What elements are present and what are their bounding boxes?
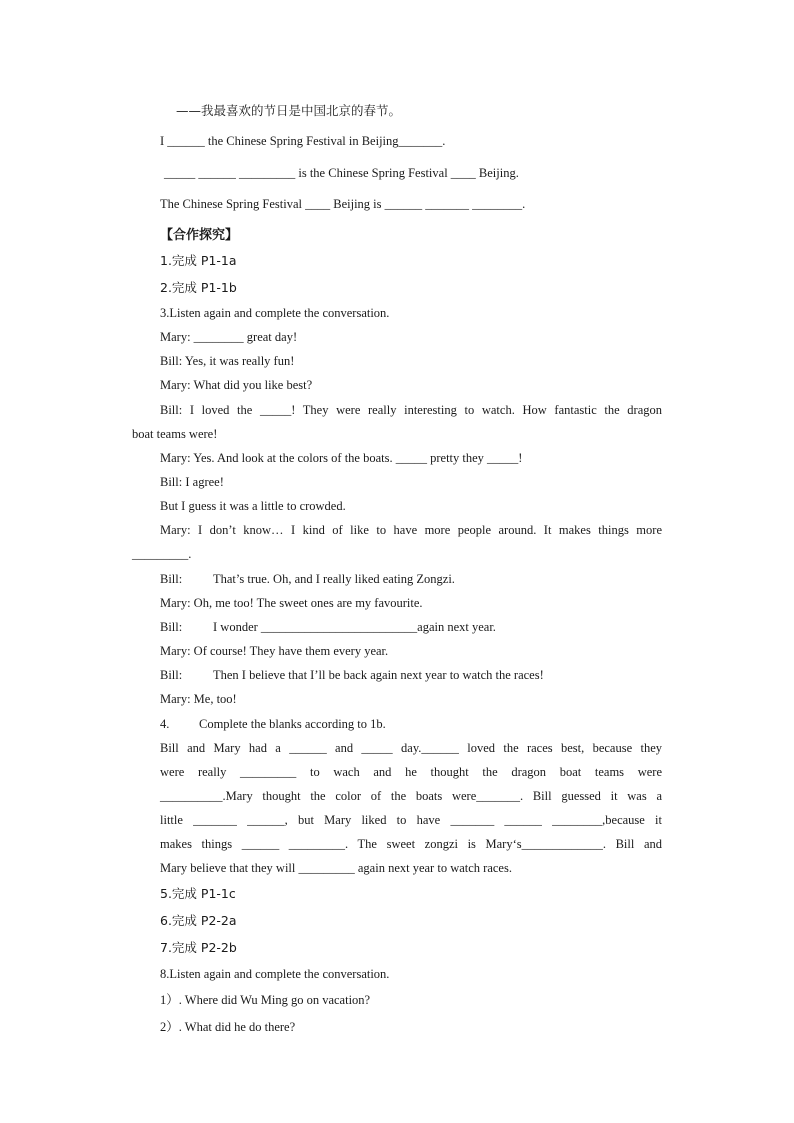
fill-sentence-1: I ______ the Chinese Spring Festival in Beijing_______. — [160, 134, 446, 148]
task-1: 1.完成 P1-1a — [160, 253, 237, 268]
task-number: 4. — [160, 717, 170, 731]
paragraph-line: __________.Mary thought the color of the boats were_______. Bill guessed it was a — [160, 789, 662, 803]
task-2: 2.完成 P1-1b — [160, 280, 237, 295]
conversation-line: Bill: I loved the _____! They were really interesting to watch. How fantastic the dragon — [160, 403, 662, 417]
conversation-line: Bill: Yes, it was really fun! — [160, 354, 295, 368]
conversation-line: But I guess it was a little to crowded. — [160, 499, 346, 513]
speaker-label: Bill: — [160, 572, 183, 586]
conversation-line: Mary: ________ great day! — [160, 330, 298, 344]
conversation-line: Mary: I don’t know… I kind of like to have more people around. It makes things more — [160, 523, 662, 537]
conversation-line-continued: boat teams were! — [132, 427, 218, 441]
paragraph-line: little _______ ______, but Mary liked to have _______ ______ ________,because it — [160, 813, 662, 827]
paragraph-line: were really _________ to wach and he thought the dragon boat teams were — [160, 765, 662, 779]
conversation-line: Bill: I agree! — [160, 475, 224, 489]
section-heading: 【合作探究】 — [160, 228, 239, 243]
conversation-line — [160, 619, 496, 635]
task-7: 7.完成 P2-2b — [160, 940, 237, 955]
conversation-line: Mary: What did you like best? — [160, 378, 313, 392]
conversation-line: Mary: Me, too! — [160, 692, 237, 706]
paragraph-line: Mary believe that they will _________ again next year to watch races. — [160, 861, 512, 875]
paragraph-line: Bill and Mary had a ______ and _____ day.______ loved the races best, because they — [160, 741, 662, 755]
task-4 — [160, 716, 386, 732]
utterance: Then I believe that I’ll be back again next year to watch the races! — [213, 668, 544, 682]
question-2: 2）. What did he do there? — [160, 1020, 296, 1034]
conversation-line — [160, 571, 455, 587]
conversation-line — [160, 667, 544, 683]
paragraph-line: makes things ______ _________. The sweet zongzi is Mary‘s_____________. Bill and — [160, 837, 662, 851]
question-1: 1）. Where did Wu Ming go on vacation? — [160, 993, 371, 1007]
speaker-label: Bill: — [160, 668, 183, 682]
utterance: That’s true. Oh, and I really liked eating Zongzi. — [213, 572, 455, 586]
speaker-label: Bill: — [160, 620, 183, 634]
fill-sentence-2: _____ ______ _________ is the Chinese Spring Festival ____ Beijing. — [164, 166, 519, 180]
conversation-line: Mary: Of course! They have them every year. — [160, 644, 389, 658]
task-6: 6.完成 P2-2a — [160, 913, 237, 928]
task-8: 8.Listen again and complete the conversation. — [160, 967, 390, 981]
utterance: I wonder _________________________again next year. — [213, 620, 496, 634]
conversation-line: Mary: Yes. And look at the colors of the boats. _____ pretty they _____! — [160, 451, 523, 465]
fill-sentence-3: The Chinese Spring Festival ____ Beijing is ______ _______ ________. — [160, 197, 526, 211]
task-3: 3.Listen again and complete the conversation. — [160, 306, 390, 320]
summary-paragraph — [160, 736, 662, 880]
translation-prompt: ——我最喜欢的节日是中国北京的春节。 — [176, 103, 402, 118]
task-text: Complete the blanks according to 1b. — [199, 717, 386, 731]
task-5: 5.完成 P1-1c — [160, 886, 236, 901]
conversation-line-continued: _________. — [132, 547, 192, 561]
conversation-line: Mary: Oh, me too! The sweet ones are my favourite. — [160, 596, 423, 610]
